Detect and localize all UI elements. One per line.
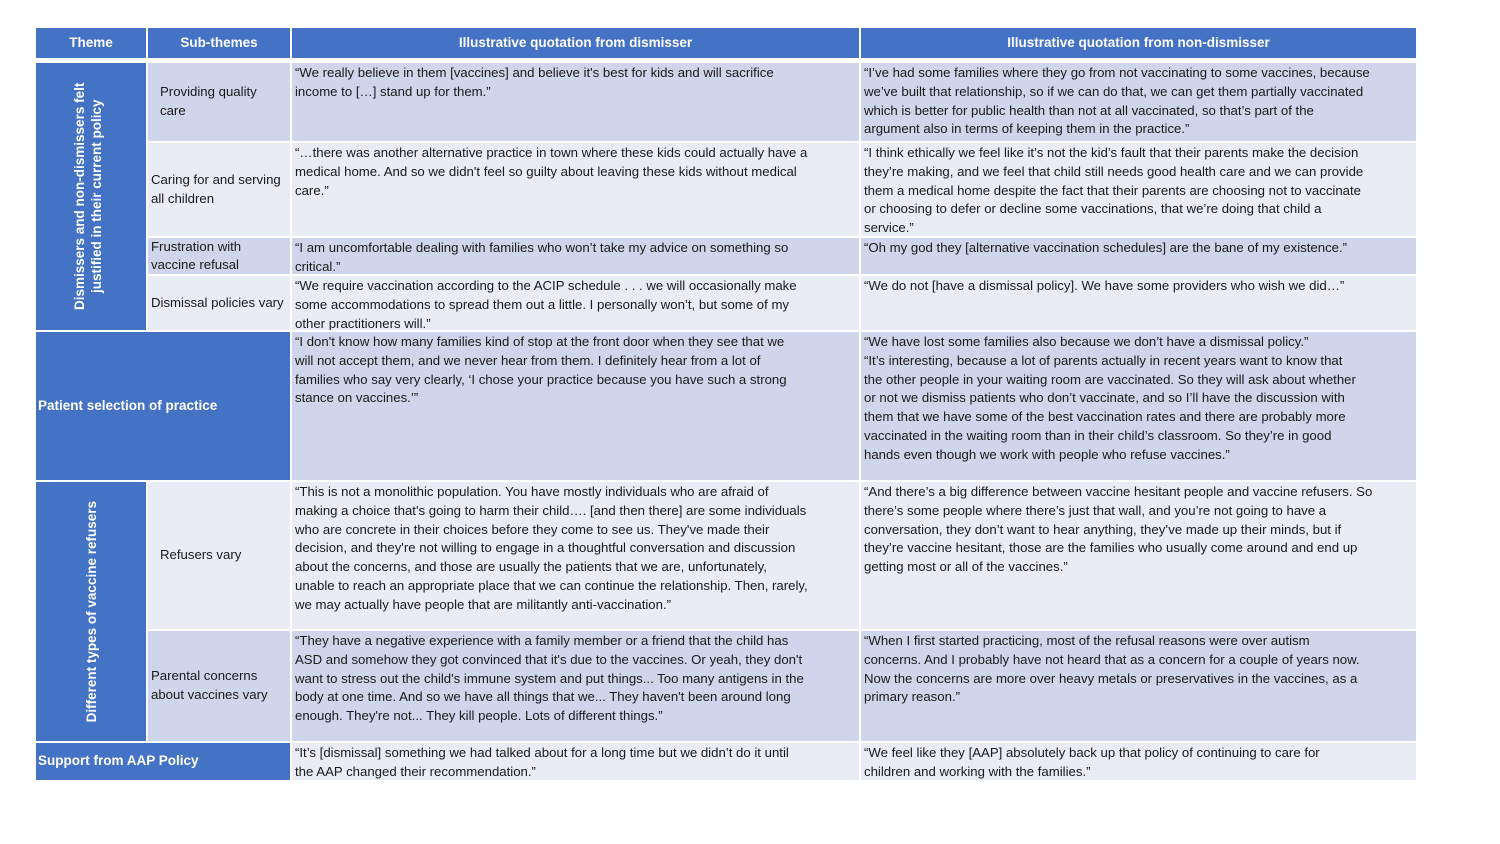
- header-subthemes: Sub-themes: [148, 28, 290, 58]
- dismisser-quote: “They have a negative experience with a family member or a friend that the child has ASD and somehow they got convinced that it's due to the vaccines. Or yeah, they don't want to stress out the child's immune system and put things... Too many antigens in the body at one time. And so we have all things that we... They haven't been around long enough. They're not... They kill people. Lots of different things.”: [292, 631, 859, 741]
- table-row: [36, 482, 1416, 629]
- theme-label-aap-support: Support from AAP Policy: [36, 743, 290, 780]
- nondismisser-quote: “We do not [have a dismissal policy]. We have some providers who wish we did…”: [861, 276, 1416, 330]
- nondismisser-quote: “Oh my god they [alternative vaccination schedules] are the bane of my existence.”: [861, 238, 1416, 274]
- theme-label-justified: Dismissers and non-dismissers felt justified in their current policy: [72, 82, 104, 311]
- subtheme-cell: Dismissal policies vary: [148, 276, 290, 330]
- table-row: [36, 143, 1416, 236]
- header-nondismisser-quote: Illustrative quotation from non-dismisser: [861, 28, 1416, 58]
- subtheme-cell: Refusers vary: [148, 482, 290, 629]
- dismisser-quote: “We require vaccination according to the ACIP schedule . . . we will occasionally make some accommodations to spread them out a little. I personally won’t, but some of my other practitioners will.”: [292, 276, 859, 330]
- theme-label-refuser-types: Different types of vaccine refusers: [83, 500, 99, 723]
- subtheme-cell: Parental concerns about vaccines vary: [148, 631, 290, 741]
- nondismisser-quote: “When I first started practicing, most of the refusal reasons were over autism concerns. And I probably have not heard that as a concern for a couple of years now. Now the concerns are more over heavy metals or preservatives in the vaccines, as a primary reason.”: [861, 631, 1416, 741]
- table-row: [36, 743, 1416, 780]
- subtheme-cell: Providing quality care: [148, 63, 290, 141]
- dismisser-quote: “I am uncomfortable dealing with families who won’t take my advice on something so critical.”: [292, 238, 859, 274]
- nondismisser-quote: “I think ethically we feel like it’s not the kid’s fault that their parents make the decision they’re making, and we feel that child still needs good health care and we can provide them a medical home despite the fact that their parents are choosing not to vaccinate or choosing to defer or decline some vaccinations, that we’re doing that child a service.”: [861, 143, 1416, 236]
- subtheme-cell: Caring for and serving all children: [148, 143, 290, 236]
- dismisser-quote: “This is not a monolithic population. You have mostly individuals who are afraid of making a choice that's going to harm their child…. [and then there] are some individuals who are concrete in their choices before they come to see us. They've made their decision, and they're not willing to engage in a thoughtful conversation and discussion about the concerns, and those are usually the patients that we are, unfortunately, unable to reach an appropriate place that we can continue the relationship. Then, rarely, we may actually have people that are militantly anti-vaccination.”: [292, 482, 859, 629]
- table-row: [36, 63, 1416, 141]
- table-row: [36, 238, 1416, 274]
- header-theme: Theme: [36, 28, 146, 58]
- dismisser-quote: “…there was another alternative practice in town where these kids could actually have a medical home. And so we didn't feel so guilty about leaving these kids without medical care.”: [292, 143, 859, 236]
- dismisser-quote: “It’s [dismissal] something we had talked about for a long time but we didn’t do it until the AAP changed their recommendation.”: [292, 743, 859, 780]
- nondismisser-quote: “We feel like they [AAP] absolutely back up that policy of continuing to care for children and working with the families.”: [861, 743, 1416, 780]
- nondismisser-quote: “And there’s a big difference between vaccine hesitant people and vaccine refusers. So there’s some people where there’s just that wall, and you’re not going to have a conversation, they don’t want to hear anything, they’ve made up their minds, but if they’re vaccine hesitant, those are the families who usually come around and end up getting most or all of the vaccines.”: [861, 482, 1416, 629]
- header-dismisser-quote: Illustrative quotation from dismisser: [292, 28, 859, 58]
- dismisser-quote: “I don't know how many families kind of stop at the front door when they see that we will not accept them, and we never hear from them. I definitely hear from a lot of families who say very clearly, ‘I chose your practice because you have such a strong stance on vaccines.’”: [292, 332, 859, 480]
- table-row: [36, 276, 1416, 330]
- table-row: [36, 631, 1416, 741]
- theme-label-patient-selection: Patient selection of practice: [36, 332, 290, 480]
- nondismisser-quote: “We have lost some families also because we don’t have a dismissal policy.” “It’s interesting, because a lot of parents actually in recent years want to know that the other people in your waiting room are vaccinated. So they will ask about whether or not we dismiss patients who don’t vaccinate, and so I’ll have the discussion with them that we have some of the best vaccination rates and there are probably more vaccinated in the waiting room than in their child’s classroom. So they’re in good hands even though we work with people who refuse vaccines.”: [861, 332, 1416, 480]
- header-row: [36, 28, 1416, 58]
- nondismisser-quote: “I’ve had some families where they go from not vaccinating to some vaccines, because we’ve built that relationship, so if we can do that, we can get them partially vaccinated which is better for public health than not at all vaccinated, so that’s part of the argument also in terms of keeping them in the practice.”: [861, 63, 1416, 141]
- table-row: [36, 332, 1416, 480]
- dismisser-quote: “We really believe in them [vaccines] and believe it's best for kids and will sacrifice income to […] stand up for them.”: [292, 63, 859, 141]
- subtheme-cell: Frustration with vaccine refusal: [148, 238, 290, 274]
